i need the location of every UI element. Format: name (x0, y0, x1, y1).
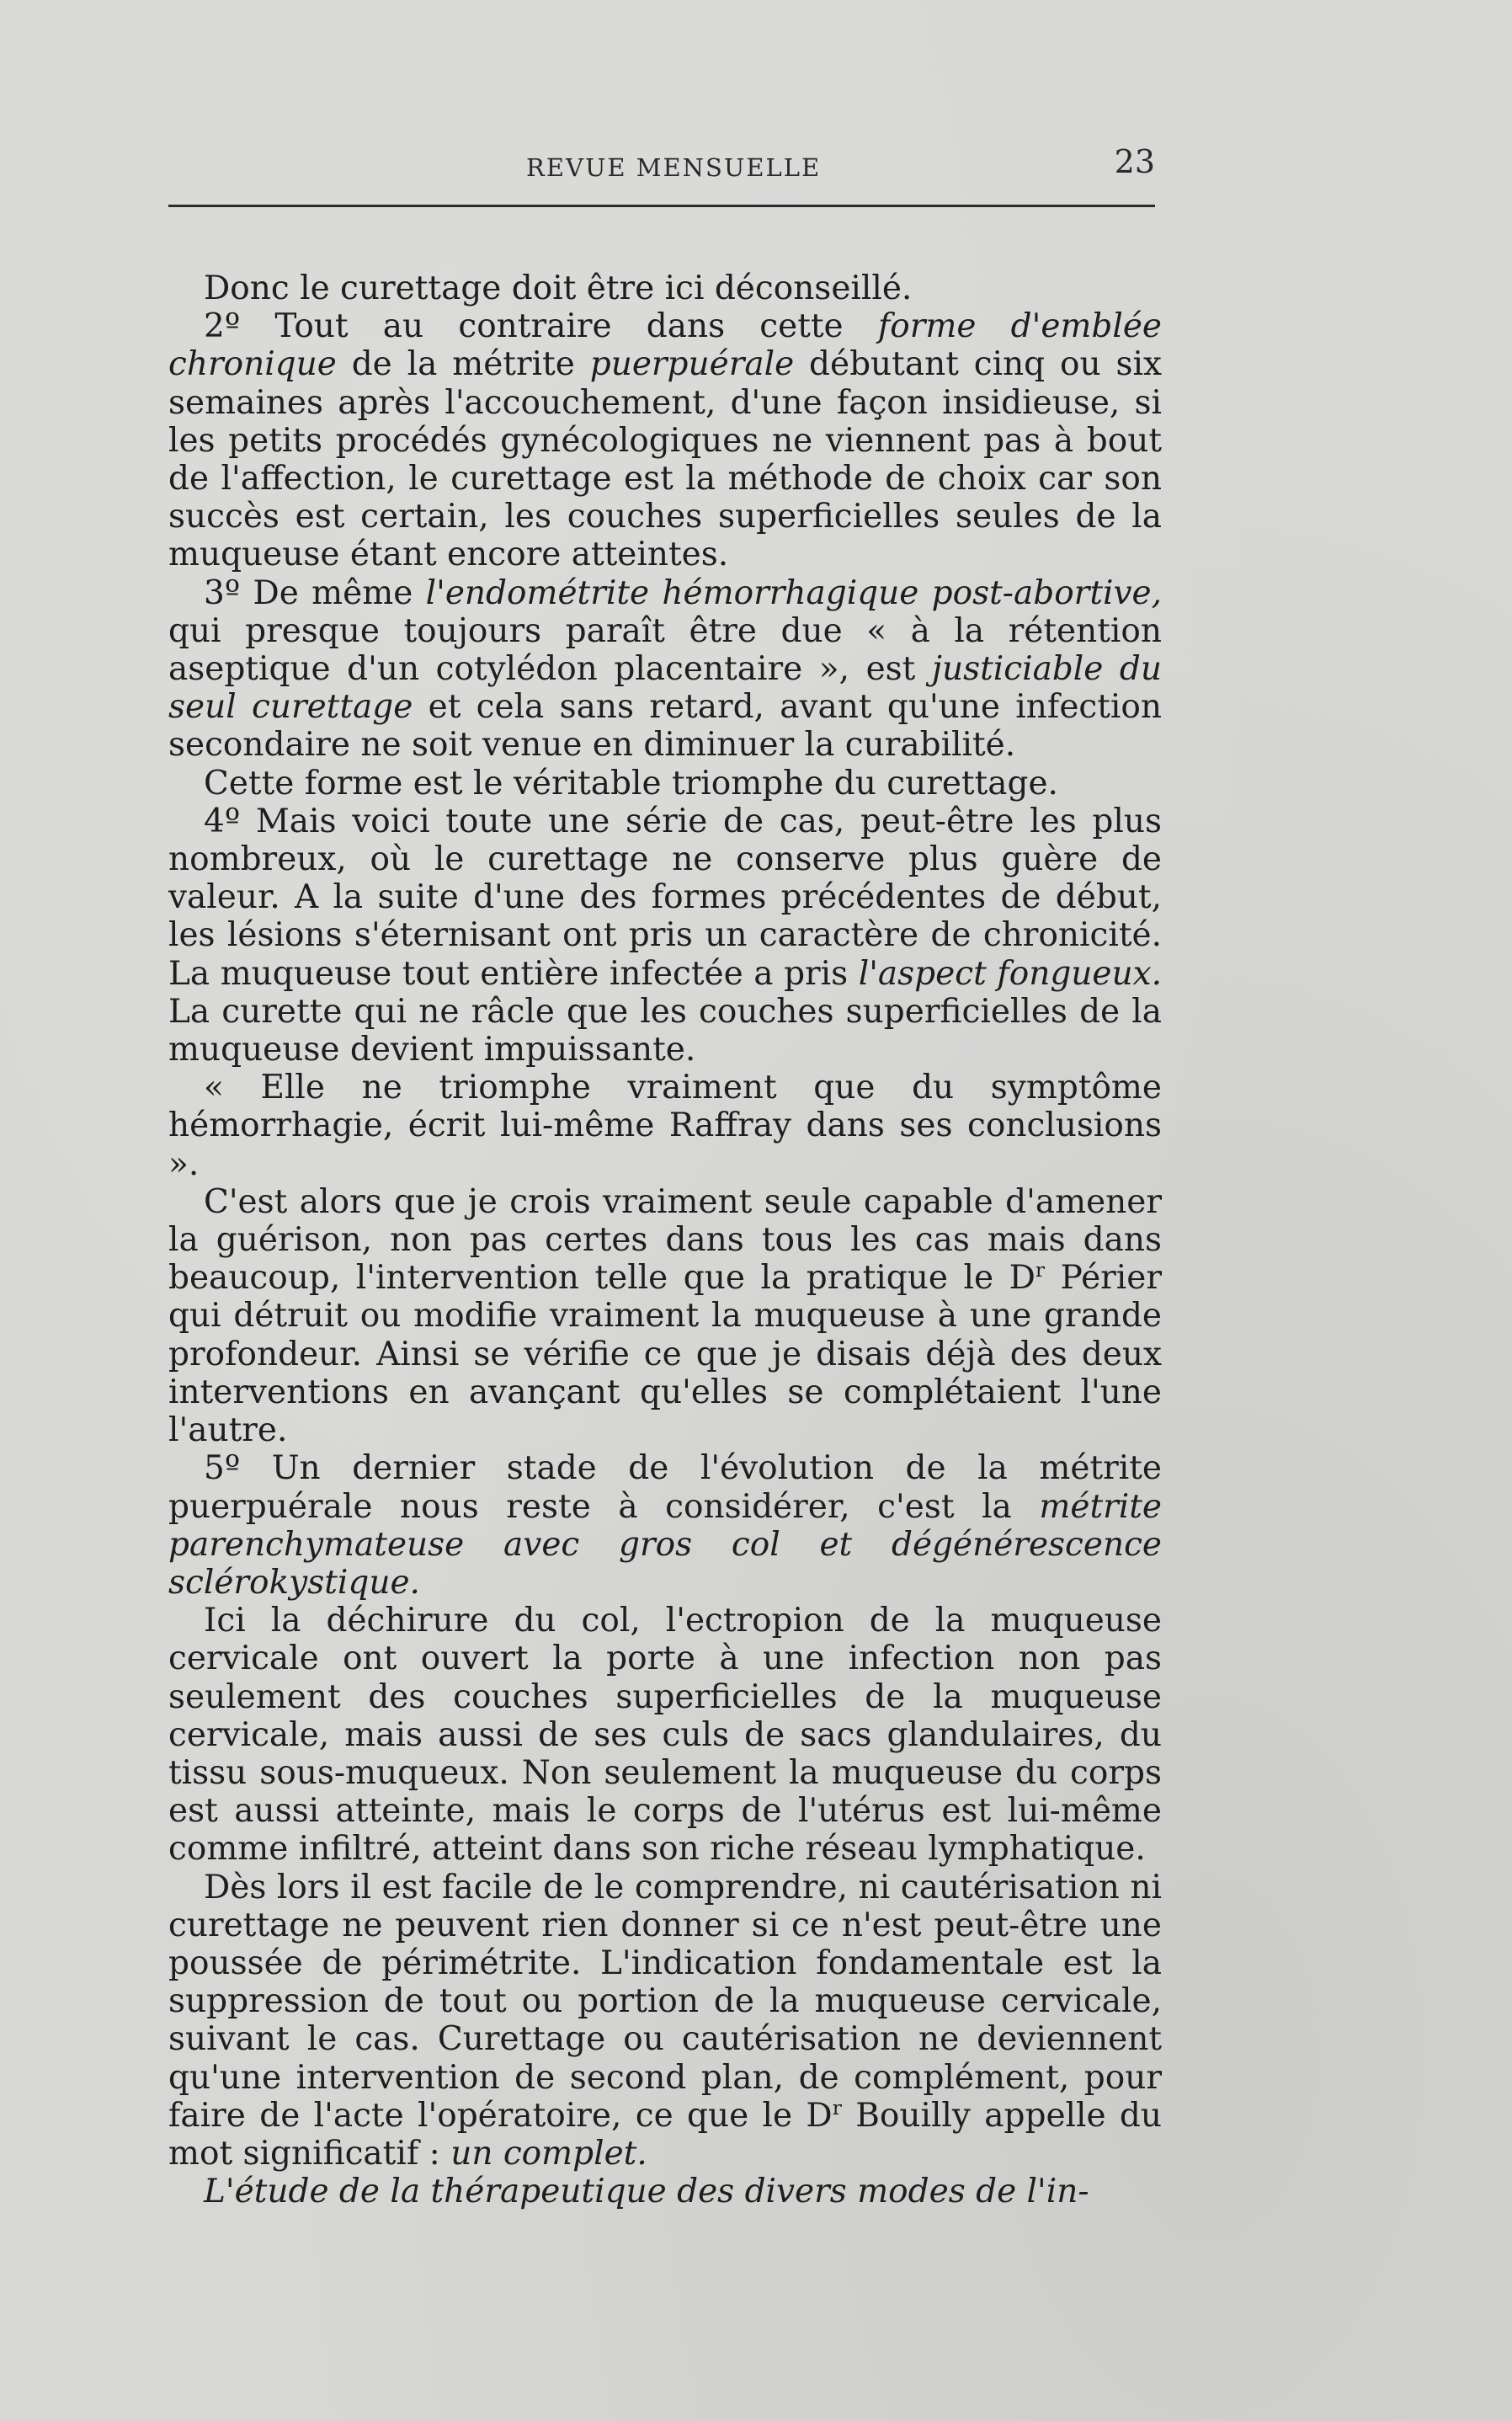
paragraph: Cette forme est le véritable triomphe du curettage. (204, 764, 1058, 803)
page-header (168, 143, 1155, 185)
italic-run: puerpuérale (589, 345, 795, 384)
text-run: 3º De même (204, 573, 426, 612)
italic-run: métrite parenchymateuse avec gros col et dégénérescence sclérokystique. (168, 1487, 1162, 1602)
paragraph (168, 1449, 1162, 1602)
header-rule (168, 205, 1155, 207)
paragraph (168, 803, 1162, 1069)
paragraph (168, 307, 1162, 573)
superscript: r (1035, 1258, 1046, 1282)
text-run: Dès lors il est facile de le comprendre, ni cautérisation ni curettage ne peuvent rien donner si ce n'est peut-être une poussée de périmétrite. L'indication fondamentale est la suppression de tout ou portion de la muqueuse cervicale, suivant le cas. Curettage ou cautérisation ne deviennent qu'une intervention de second plan, de complément, pour faire de l'acte l'opératoire, ce que le D (168, 1868, 1162, 2135)
text-run: C'est alors que je crois vraiment seule capable d'amener la guérison, non pas certes dans tous les cas mais dans beaucoup, l'intervention telle que la pratique le D (168, 1182, 1162, 1298)
text-run: 2º Tout au contraire dans cette (204, 307, 878, 346)
italic-run: l'aspect fongueux. (858, 954, 1162, 993)
text-run: débutant cinq ou six semaines après l'accouchement, d'une façon insidieuse, si les petits procédés gynécologiques ne viennent pas à bout de l'affection, le curettage est la méthode de choix car son succès est certain, les couches superficielles seules de la muqueuse étant encore atteintes. (168, 345, 1162, 574)
italic-run: L'étude de la thérapeutique des divers modes de l'in- (204, 2173, 1089, 2211)
superscript: r (832, 2095, 842, 2120)
text-run: 4º Mais voici toute une série de cas, peut-être les plus nombreux, où le curettage ne conserve plus guère de valeur. A la suite d'une des formes précédentes de début, les lésions s'éternisant ont pris un caractère de chronicité. La muqueuse tout entière infectée a pris (168, 802, 1162, 993)
text-run: Périer qui détruit ou modifie vraiment la muqueuse à une grande profondeur. Ainsi se vérifie ce que je disais déjà des deux interventions en avançant qu'elles se complétaient l'une l'autre. (168, 1259, 1163, 1450)
paragraph (168, 574, 1162, 765)
paragraph (168, 1869, 1162, 2173)
italic-run: justiciable du seul curettage (168, 650, 1162, 727)
text-run: de la métrite (336, 345, 590, 384)
running-title: REVUE MENSUELLE (526, 153, 822, 182)
text-run: qui presque toujours paraît être due « à la rétention aseptique d'un cotylédon placentaire », est (168, 611, 1162, 689)
page-number: 23 (1114, 143, 1155, 180)
paragraph (168, 1183, 1162, 1449)
paragraph: « Elle ne triomphe vraiment que du symptôme hémorrhagie, écrit lui-même Raffray dans ses conclusions ». (168, 1069, 1162, 1183)
italic-run: l'endométrite hémorrhagique post-abortive, (425, 573, 1162, 612)
body-text (168, 269, 1162, 2210)
text-run: La curette qui ne râcle que les couches superficielles de la muqueuse devient impuissante. (168, 992, 1162, 1069)
italic-run: forme d'emblée chronique (168, 307, 1162, 384)
text-run: 5º Un dernier stade de l'évolution de la métrite puerpuérale nous reste à considérer, c'est la (168, 1449, 1162, 1526)
text-run: Bouilly appelle du mot significatif : (168, 2096, 1163, 2173)
paragraph: Donc le curettage doit être ici déconseillé. (204, 269, 913, 307)
italic-run: un complet. (450, 2134, 647, 2173)
text-run: et cela sans retard, avant qu'une infection secondaire ne soit venue en diminuer la curabilité. (168, 688, 1162, 765)
paragraph: Ici la déchirure du col, l'ectropion de la muqueuse cervicale ont ouvert la porte à une infection non pas seulement des couches superficielles de la muqueuse cervicale, mais aussi de ses culs de sacs glandulaires, du tissu sous-muqueux. Non seulement la muqueuse du corps est aussi atteinte, mais le corps de l'utérus est lui-même comme infiltré, atteint dans son riche réseau lymphatique. (168, 1602, 1162, 1869)
paragraph (168, 2173, 1162, 2210)
